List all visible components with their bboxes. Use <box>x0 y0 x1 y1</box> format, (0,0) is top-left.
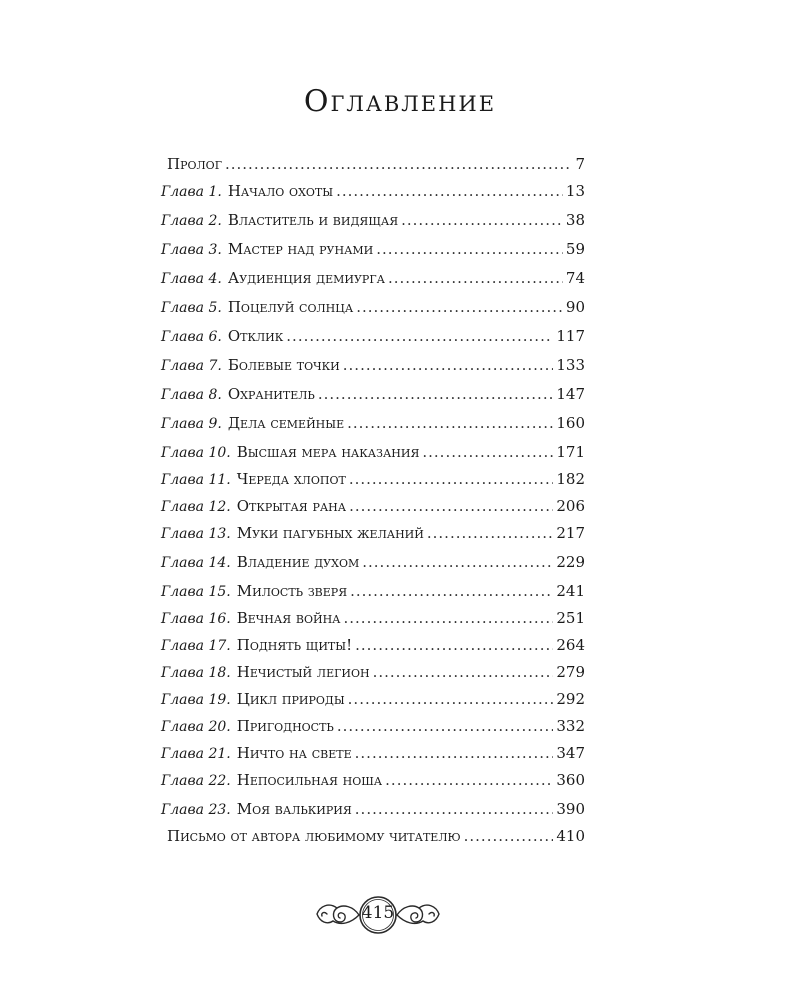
page-ref: 59 <box>565 240 585 258</box>
chapter-title: Охранитель <box>227 385 315 403</box>
dot-leader <box>318 385 554 403</box>
page-ref: 90 <box>565 298 585 316</box>
page-ref: 7 <box>575 155 585 173</box>
page-ref: 332 <box>556 717 585 735</box>
chapter-title: Ничто на свете <box>236 744 352 762</box>
toc-entry-chapter-4[interactable] <box>161 269 585 298</box>
page-ref: 292 <box>556 690 585 708</box>
chapter-number: Глава 10. <box>161 445 231 461</box>
chapter-number: Глава 4. <box>161 271 222 287</box>
page-ref: 264 <box>556 636 585 654</box>
dot-leader <box>225 155 572 173</box>
chapter-number: Глава 7. <box>161 358 222 374</box>
toc-entry-chapter-21[interactable] <box>161 744 585 771</box>
page-ref: 217 <box>556 524 585 542</box>
dot-leader <box>286 327 553 345</box>
page-ref: 229 <box>556 553 585 571</box>
page-ref: 360 <box>556 771 585 789</box>
toc-entry-chapter-13[interactable] <box>161 524 585 553</box>
toc-entry-chapter-7[interactable] <box>161 356 585 385</box>
page-ref: 133 <box>556 356 585 374</box>
dot-leader <box>337 717 554 735</box>
dot-leader <box>401 211 563 229</box>
dot-leader <box>362 553 553 571</box>
chapter-number: Глава 1. <box>161 184 222 200</box>
chapter-number: Глава 23. <box>161 802 231 818</box>
page-ref: 147 <box>556 385 585 403</box>
chapter-number: Глава 17. <box>161 638 231 654</box>
chapter-title: Цикл природы <box>236 690 345 708</box>
toc-entry-chapter-14[interactable] <box>161 553 585 582</box>
toc-entry-chapter-18[interactable] <box>161 663 585 690</box>
toc-entry-chapter-19[interactable] <box>161 690 585 717</box>
dot-leader <box>373 663 554 681</box>
chapter-title: Открытая рана <box>236 497 347 515</box>
chapter-number: Глава 22. <box>161 773 231 789</box>
chapter-number: Глава 18. <box>161 665 231 681</box>
chapter-title: Милость зверя <box>236 582 348 600</box>
dot-leader <box>349 497 553 515</box>
toc-entry-chapter-16[interactable] <box>161 609 585 636</box>
page-ref: 241 <box>556 582 585 600</box>
page-folio <box>313 892 443 938</box>
dot-leader <box>376 240 563 258</box>
toc-entry-chapter-5[interactable] <box>161 298 585 327</box>
chapter-number: Глава 11. <box>161 472 231 488</box>
page-ref: 117 <box>556 327 585 345</box>
chapter-title: Нечистый легион <box>236 663 370 681</box>
dot-leader <box>347 414 553 432</box>
toc-entry-chapter-15[interactable] <box>161 582 585 609</box>
dot-leader <box>388 269 563 287</box>
dot-leader <box>343 356 554 374</box>
dot-leader <box>385 771 553 789</box>
chapter-number: Глава 13. <box>161 526 231 542</box>
toc-entry-chapter-20[interactable] <box>161 717 585 744</box>
chapter-number: Глава 8. <box>161 387 222 403</box>
chapter-title: Письмо от автора любимому читателю <box>167 827 461 845</box>
toc-entry-chapter-9[interactable] <box>161 414 585 443</box>
chapter-number: Глава 9. <box>161 416 222 432</box>
chapter-title: Отклик <box>227 327 284 345</box>
chapter-number: Глава 3. <box>161 242 222 258</box>
chapter-title: Властитель и видящая <box>227 211 399 229</box>
toc-entry-chapter-22[interactable] <box>161 771 585 800</box>
page-ref: 74 <box>565 269 585 287</box>
page-ref: 410 <box>556 827 585 845</box>
chapter-number: Глава 16. <box>161 611 231 627</box>
page-ref: 390 <box>556 800 585 818</box>
chapter-number: Глава 6. <box>161 329 222 345</box>
dot-leader <box>344 609 554 627</box>
dot-leader <box>350 582 553 600</box>
page-ref: 206 <box>556 497 585 515</box>
chapter-number: Глава 2. <box>161 213 222 229</box>
toc-entry-prologue[interactable] <box>161 155 585 182</box>
page-ref: 279 <box>556 663 585 681</box>
page-ref: 38 <box>565 211 585 229</box>
chapter-title: Дела семейные <box>227 414 345 432</box>
toc-entry-chapter-1[interactable] <box>161 182 585 211</box>
chapter-number: Глава 21. <box>161 746 231 762</box>
chapter-number: Глава 5. <box>161 300 222 316</box>
toc-entry-chapter-17[interactable] <box>161 636 585 663</box>
page-title: Оглавление <box>303 84 497 119</box>
toc-entry-chapter-23[interactable] <box>161 800 585 827</box>
chapter-title: Непосильная ноша <box>236 771 383 789</box>
chapter-title: Поцелуй солнца <box>227 298 354 316</box>
dot-leader <box>356 298 563 316</box>
chapter-title: Болевые точки <box>227 356 340 374</box>
dot-leader <box>355 800 554 818</box>
chapter-number: Глава 14. <box>161 555 231 571</box>
chapter-number: Глава 12. <box>161 499 231 515</box>
dot-leader <box>422 443 553 461</box>
toc-entry-chapter-3[interactable] <box>161 240 585 269</box>
dot-leader <box>336 182 563 200</box>
chapter-title: Аудиенция демиурга <box>227 269 385 287</box>
toc-entry-chapter-6[interactable] <box>161 327 585 356</box>
table-of-contents <box>161 155 585 854</box>
toc-entry-author-letter[interactable] <box>161 827 585 854</box>
toc-entry-chapter-12[interactable] <box>161 497 585 524</box>
page-ref: 160 <box>556 414 585 432</box>
dot-leader <box>349 470 554 488</box>
page-ref: 13 <box>565 182 585 200</box>
chapter-number: Глава 19. <box>161 692 231 708</box>
chapter-title: Высшая мера наказания <box>236 443 420 461</box>
page-ref: 347 <box>556 744 585 762</box>
dot-leader <box>464 827 554 845</box>
chapter-number: Глава 15. <box>161 584 231 600</box>
chapter-title: Владение духом <box>236 553 360 571</box>
toc-entry-chapter-11[interactable] <box>161 470 585 497</box>
chapter-title: Мастер над рунами <box>227 240 374 258</box>
page-number: 415 <box>361 903 395 923</box>
toc-entry-chapter-10[interactable] <box>161 443 585 470</box>
chapter-title: Начало охоты <box>227 182 334 200</box>
toc-entry-chapter-8[interactable] <box>161 385 585 414</box>
page-ref: 182 <box>556 470 585 488</box>
dot-leader <box>355 636 553 654</box>
dot-leader <box>348 690 554 708</box>
chapter-number: Глава 20. <box>161 719 231 735</box>
chapter-title: Пролог <box>167 155 222 173</box>
chapter-title: Муки пагубных желаний <box>236 524 424 542</box>
page-ref: 171 <box>556 443 585 461</box>
chapter-title: Вечная война <box>236 609 341 627</box>
chapter-title: Пригодность <box>236 717 334 735</box>
chapter-title: Череда хлопот <box>236 470 346 488</box>
toc-entry-chapter-2[interactable] <box>161 211 585 240</box>
dot-leader <box>355 744 554 762</box>
chapter-title: Поднять щиты! <box>236 636 353 654</box>
dot-leader <box>427 524 553 542</box>
page-ref: 251 <box>556 609 585 627</box>
chapter-title: Моя валькирия <box>236 800 352 818</box>
